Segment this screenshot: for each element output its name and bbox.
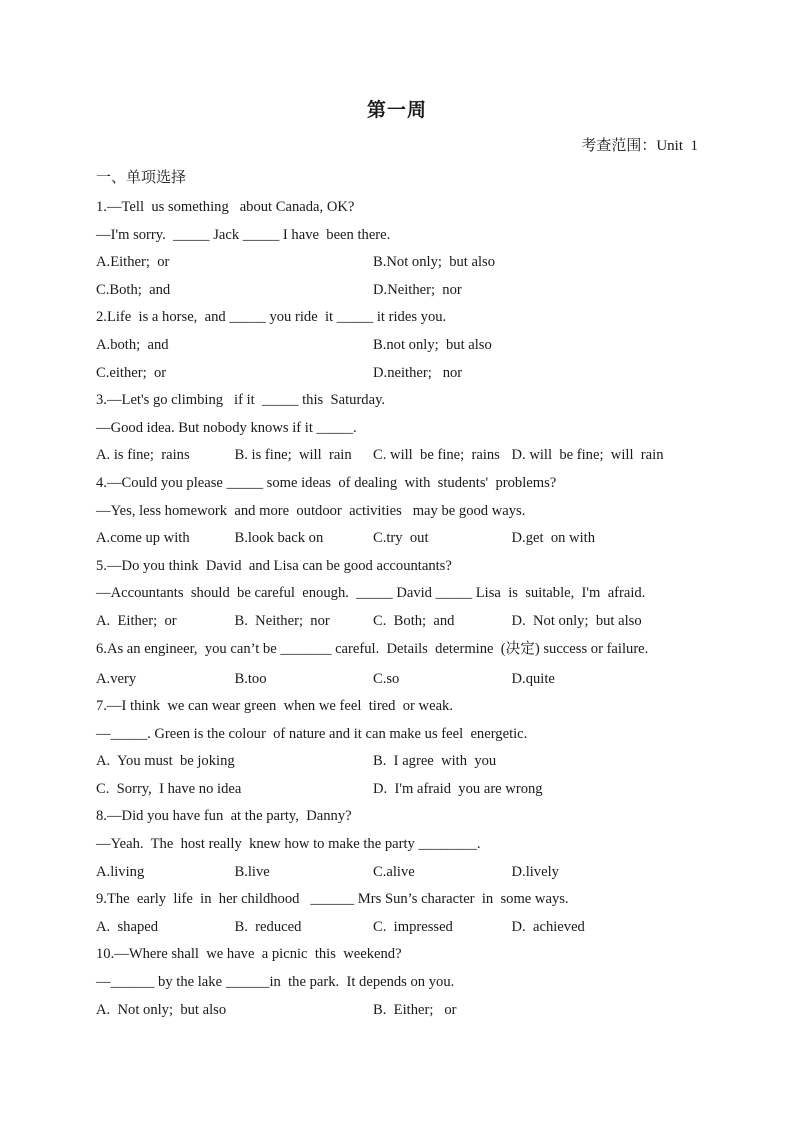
option-c[interactable]: C. impressed bbox=[373, 918, 453, 935]
question-stem: 7.—I think we can wear green when we feel tired or weak. bbox=[96, 698, 453, 715]
option-d[interactable]: D. I'm afraid you are wrong bbox=[373, 780, 543, 797]
options-row bbox=[96, 252, 706, 280]
question-5 bbox=[96, 556, 706, 639]
option-b[interactable]: B. Neither; nor bbox=[234, 612, 330, 629]
question-2 bbox=[96, 307, 706, 390]
question-stem: —Good idea. But nobody knows if it _____. bbox=[96, 419, 357, 436]
option-c[interactable]: C. Both; and bbox=[373, 612, 455, 629]
question-stem: —I'm sorry. _____ Jack _____ I have been there. bbox=[96, 226, 391, 243]
option-c[interactable]: C. will be fine; rains bbox=[373, 447, 500, 464]
question-stem: —______ by the lake ______in the park. It depends on you. bbox=[96, 974, 455, 991]
option-d[interactable]: D. achieved bbox=[511, 918, 585, 935]
option-d[interactable]: D.get on with bbox=[511, 530, 596, 547]
options-row bbox=[96, 779, 706, 807]
option-a[interactable]: A.Either; or bbox=[96, 254, 170, 271]
question-1 bbox=[96, 197, 706, 307]
question-stem: 10.—Where shall we have a picnic this weekend? bbox=[96, 946, 402, 963]
question-stem: —Yeah. The host really knew how to make the party ________. bbox=[96, 836, 481, 853]
option-b[interactable]: B.live bbox=[234, 863, 270, 880]
question-10 bbox=[96, 944, 706, 1027]
option-a[interactable]: A. is fine; rains bbox=[96, 447, 190, 464]
options-row bbox=[96, 363, 706, 391]
option-a[interactable]: A.come up with bbox=[96, 530, 190, 547]
options-row bbox=[96, 611, 706, 639]
option-c[interactable]: C.either; or bbox=[96, 364, 167, 381]
option-a[interactable]: A.both; and bbox=[96, 336, 169, 353]
option-c[interactable]: C.alive bbox=[373, 863, 415, 880]
question-7 bbox=[96, 696, 706, 806]
options-row bbox=[96, 1000, 706, 1028]
question-stem: 3.—Let's go climbing if it _____ this Saturday. bbox=[96, 392, 386, 409]
question-stem: 4.—Could you please _____ some ideas of dealing with students' problems? bbox=[96, 474, 557, 491]
question-stem: 6.As an engineer, you can’t be _______ careful. Details determine (决定) success or failure. bbox=[96, 640, 649, 657]
question-8 bbox=[96, 806, 706, 889]
option-c[interactable]: C.so bbox=[373, 670, 400, 687]
options-row bbox=[96, 669, 706, 697]
option-a[interactable]: A. Either; or bbox=[96, 612, 177, 629]
question-stem: —Yes, less homework and more outdoor activities may be good ways. bbox=[96, 502, 526, 519]
option-d[interactable]: D.quite bbox=[511, 670, 555, 687]
question-stem: 8.—Did you have fun at the party, Danny? bbox=[96, 808, 352, 825]
options-row bbox=[96, 335, 706, 363]
options-row bbox=[96, 280, 706, 308]
options-row bbox=[96, 862, 706, 890]
question-stem: 2.Life is a horse, and _____ you ride it _____ it rides you. bbox=[96, 309, 447, 326]
option-b[interactable]: B. Either; or bbox=[373, 1001, 457, 1018]
option-d[interactable]: D.lively bbox=[511, 863, 559, 880]
option-a[interactable]: A. You must be joking bbox=[96, 753, 235, 770]
option-b[interactable]: B. reduced bbox=[234, 918, 302, 935]
options-row bbox=[96, 917, 706, 945]
question-list bbox=[96, 197, 706, 1027]
question-stem: 1.—Tell us something about Canada, OK? bbox=[96, 199, 355, 215]
option-b[interactable]: B. I agree with you bbox=[373, 753, 497, 770]
section-heading: 一、单项选择 bbox=[96, 170, 187, 186]
option-d[interactable]: D.Neither; nor bbox=[373, 281, 462, 298]
page-title: 第一周 bbox=[366, 99, 427, 121]
question-stem: —Accountants should be careful enough. _____ David _____ Lisa is suitable, I'm afraid. bbox=[96, 585, 646, 602]
option-a[interactable]: A.living bbox=[96, 863, 145, 880]
option-c[interactable]: C.try out bbox=[373, 530, 429, 547]
option-c[interactable]: C.Both; and bbox=[96, 281, 171, 298]
option-a[interactable]: A. shaped bbox=[96, 918, 159, 935]
options-row bbox=[96, 528, 706, 556]
option-b[interactable]: B.Not only; but also bbox=[373, 254, 496, 271]
option-a[interactable]: A.very bbox=[96, 670, 137, 687]
option-b[interactable]: B.too bbox=[234, 670, 267, 687]
question-stem: 9.The early life in her childhood ______ Mrs Sun’s character in some ways. bbox=[96, 891, 569, 908]
question-9 bbox=[96, 889, 706, 944]
option-d[interactable]: D.neither; nor bbox=[373, 364, 463, 381]
question-stem: —_____. Green is the colour of nature and it can make us feel energetic. bbox=[96, 725, 528, 742]
option-b[interactable]: B.not only; but also bbox=[373, 336, 492, 353]
option-c[interactable]: C. Sorry, I have no idea bbox=[96, 780, 242, 797]
option-b[interactable]: B.look back on bbox=[234, 530, 324, 547]
options-row bbox=[96, 751, 706, 779]
option-d[interactable]: D. Not only; but also bbox=[511, 612, 642, 629]
option-d[interactable]: D. will be fine; will rain bbox=[511, 447, 664, 464]
question-stem: 5.—Do you think David and Lisa can be good accountants? bbox=[96, 557, 452, 574]
option-b[interactable]: B. is fine; will rain bbox=[234, 447, 352, 464]
options-row bbox=[96, 445, 706, 473]
question-4 bbox=[96, 473, 706, 556]
option-a[interactable]: A. Not only; but also bbox=[96, 1001, 227, 1018]
exam-scope: 考查范围：Unit 1 bbox=[581, 138, 698, 154]
question-6 bbox=[96, 639, 706, 697]
question-3 bbox=[96, 390, 706, 473]
